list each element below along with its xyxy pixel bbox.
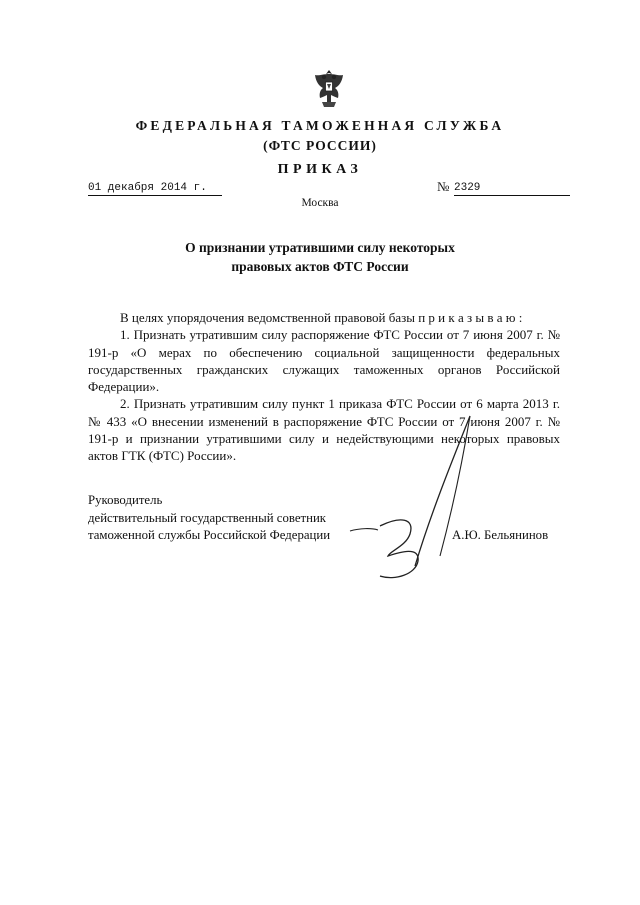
document-date: 01 декабря 2014 г.	[88, 181, 222, 196]
subject-line-2: правовых актов ФТС России	[231, 259, 409, 274]
body-intro: В целях упорядочения ведомственной правовой базы п р и к а з ы в а ю :	[120, 310, 523, 325]
body-item-2: 2. Признать утратившим силу пункт 1 приказа ФТС России от 6 марта 2013 г. № 433 «О внесении изменений в распоряжение ФТС России от 7 июня 2007 г. № 191-р и признании утратившими силу и недействующими некоторых правовых актов ГТК (ФТС) России».	[88, 396, 560, 464]
signatory-name: А.Ю. Бельянинов	[452, 528, 549, 542]
organization-short-name: (ФТС РОССИИ)	[263, 138, 377, 153]
handwritten-signature	[320, 406, 520, 596]
document-subject	[0, 238, 640, 276]
body-item-1: 1. Признать утратившим силу распоряжение ФТС России от 7 июня 2007 г. № 191-р «О мерах по обеспечению социальной защищенности федеральных государственных гражданских служащих таможенных органов Российской Федерации».	[88, 327, 560, 395]
document-city: Москва	[301, 197, 339, 209]
position-line-3: таможенной службы Российской Федерации	[88, 528, 331, 543]
document-type: ПРИКАЗ	[277, 162, 363, 177]
document-number-label: №	[437, 179, 450, 194]
subject-line-1: О признании утратившими силу некоторых	[185, 240, 455, 255]
document-number: 2329	[454, 181, 570, 196]
position-line-1: Руководитель	[88, 493, 163, 507]
position-line-2: действительный государственный советник	[88, 510, 327, 525]
coat-of-arms-icon	[310, 66, 348, 110]
organization-name: ФЕДЕРАЛЬНАЯ ТАМОЖЕННАЯ СЛУЖБА	[135, 118, 505, 133]
